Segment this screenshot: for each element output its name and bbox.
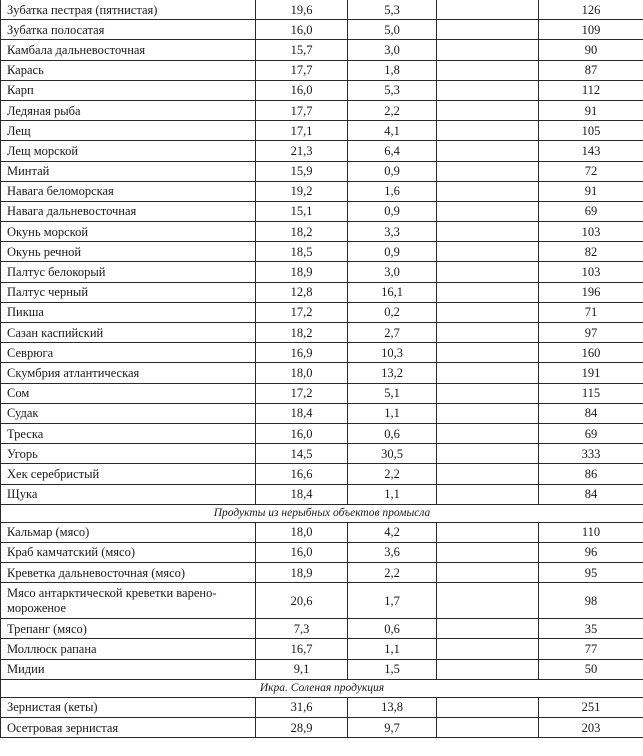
protein-cell: 17,2 <box>256 302 348 322</box>
calories-cell: 91 <box>539 181 643 201</box>
fat-cell: 4,1 <box>348 121 437 141</box>
protein-cell: 18,5 <box>256 242 348 262</box>
calories-cell: 69 <box>539 423 643 443</box>
carbs-cell <box>437 542 539 562</box>
fat-cell: 10,3 <box>348 343 437 363</box>
product-name-cell: Ледяная рыба <box>1 100 256 120</box>
calories-cell: 72 <box>539 161 643 181</box>
protein-cell: 18,9 <box>256 262 348 282</box>
fat-cell: 6,4 <box>348 141 437 161</box>
fat-cell: 0,2 <box>348 302 437 322</box>
product-name-cell: Мидии <box>1 659 256 679</box>
protein-cell: 14,5 <box>256 444 348 464</box>
product-name-cell: Лещ <box>1 121 256 141</box>
calories-cell: 98 <box>539 583 643 619</box>
protein-cell: 20,6 <box>256 583 348 619</box>
calories-cell: 103 <box>539 222 643 242</box>
table-row <box>1 484 643 504</box>
carbs-cell <box>437 563 539 583</box>
product-name-cell: Скумбрия атлантическая <box>1 363 256 383</box>
product-name-cell: Судак <box>1 403 256 423</box>
protein-cell: 28,9 <box>256 718 348 738</box>
table-row <box>1 262 643 282</box>
protein-cell: 31,6 <box>256 697 348 717</box>
fat-cell: 3,6 <box>348 542 437 562</box>
calories-cell: 35 <box>539 619 643 639</box>
protein-cell: 18,9 <box>256 563 348 583</box>
calories-cell: 95 <box>539 563 643 583</box>
fat-cell: 4,2 <box>348 522 437 542</box>
protein-cell: 16,0 <box>256 423 348 443</box>
table-row <box>1 343 643 363</box>
fat-cell: 13,8 <box>348 697 437 717</box>
product-name-cell: Навага беломорская <box>1 181 256 201</box>
protein-cell: 15,7 <box>256 40 348 60</box>
fat-cell: 16,1 <box>348 282 437 302</box>
fat-cell: 0,9 <box>348 161 437 181</box>
table-row <box>1 659 643 679</box>
section-title: Продукты из нерыбных объектов промысла <box>1 504 643 522</box>
protein-cell: 18,4 <box>256 403 348 423</box>
fat-cell: 3,0 <box>348 262 437 282</box>
protein-cell: 15,1 <box>256 201 348 221</box>
protein-cell: 16,9 <box>256 343 348 363</box>
table-row <box>1 323 643 343</box>
protein-cell: 18,4 <box>256 484 348 504</box>
calories-cell: 196 <box>539 282 643 302</box>
fat-cell: 5,3 <box>348 80 437 100</box>
table-row <box>1 201 643 221</box>
product-name-cell: Хек серебристый <box>1 464 256 484</box>
table-row <box>1 444 643 464</box>
table-row <box>1 141 643 161</box>
table-row <box>1 242 643 262</box>
table-row <box>1 222 643 242</box>
carbs-cell <box>437 80 539 100</box>
carbs-cell <box>437 383 539 403</box>
product-name-cell: Щука <box>1 484 256 504</box>
carbs-cell <box>437 201 539 221</box>
protein-cell: 18,0 <box>256 363 348 383</box>
section-header-row <box>1 679 643 697</box>
calories-cell: 126 <box>539 0 643 20</box>
carbs-cell <box>437 282 539 302</box>
protein-cell: 18,0 <box>256 522 348 542</box>
calories-cell: 86 <box>539 464 643 484</box>
table-row <box>1 181 643 201</box>
product-name-cell: Сазан каспийский <box>1 323 256 343</box>
fat-cell: 1,7 <box>348 583 437 619</box>
protein-cell: 15,9 <box>256 161 348 181</box>
table-row <box>1 403 643 423</box>
product-name-cell: Трепанг (мясо) <box>1 619 256 639</box>
carbs-cell <box>437 718 539 738</box>
calories-cell: 203 <box>539 718 643 738</box>
carbs-cell <box>437 222 539 242</box>
carbs-cell <box>437 20 539 40</box>
product-name-cell: Камбала дальневосточная <box>1 40 256 60</box>
carbs-cell <box>437 60 539 80</box>
fat-cell: 9,7 <box>348 718 437 738</box>
protein-cell: 21,3 <box>256 141 348 161</box>
product-name-cell: Севрюга <box>1 343 256 363</box>
fat-cell: 5,0 <box>348 20 437 40</box>
product-name-cell: Угорь <box>1 444 256 464</box>
carbs-cell <box>437 40 539 60</box>
carbs-cell <box>437 302 539 322</box>
table-row <box>1 100 643 120</box>
calories-cell: 112 <box>539 80 643 100</box>
calories-cell: 77 <box>539 639 643 659</box>
product-name-cell: Палтус белокорый <box>1 262 256 282</box>
product-name-cell: Палтус черный <box>1 282 256 302</box>
table-row <box>1 697 643 717</box>
protein-cell: 19,6 <box>256 0 348 20</box>
product-name-cell: Моллюск рапана <box>1 639 256 659</box>
carbs-cell <box>437 484 539 504</box>
calories-cell: 96 <box>539 542 643 562</box>
carbs-cell <box>437 323 539 343</box>
protein-cell: 16,0 <box>256 20 348 40</box>
protein-cell: 18,2 <box>256 323 348 343</box>
carbs-cell <box>437 697 539 717</box>
carbs-cell <box>437 343 539 363</box>
fat-cell: 2,2 <box>348 563 437 583</box>
product-name-cell: Минтай <box>1 161 256 181</box>
fat-cell: 1,1 <box>348 403 437 423</box>
table-row <box>1 583 643 619</box>
protein-cell: 19,2 <box>256 181 348 201</box>
protein-cell: 17,2 <box>256 383 348 403</box>
table-body <box>1 0 643 738</box>
product-name-cell: Зубатка полосатая <box>1 20 256 40</box>
table-row <box>1 563 643 583</box>
product-name-cell: Лещ морской <box>1 141 256 161</box>
table-row <box>1 20 643 40</box>
fat-cell: 0,6 <box>348 423 437 443</box>
calories-cell: 71 <box>539 302 643 322</box>
product-name-cell: Карась <box>1 60 256 80</box>
protein-cell: 16,7 <box>256 639 348 659</box>
protein-cell: 9,1 <box>256 659 348 679</box>
calories-cell: 143 <box>539 141 643 161</box>
calories-cell: 82 <box>539 242 643 262</box>
table-row <box>1 639 643 659</box>
calories-cell: 109 <box>539 20 643 40</box>
calories-cell: 115 <box>539 383 643 403</box>
carbs-cell <box>437 0 539 20</box>
product-name-cell: Навага дальневосточная <box>1 201 256 221</box>
product-name-cell: Зернистая (кеты) <box>1 697 256 717</box>
carbs-cell <box>437 363 539 383</box>
calories-cell: 333 <box>539 444 643 464</box>
section-title: Икра. Соленая продукция <box>1 679 643 697</box>
fat-cell: 2,2 <box>348 464 437 484</box>
calories-cell: 84 <box>539 484 643 504</box>
product-name-cell: Краб камчатский (мясо) <box>1 542 256 562</box>
product-name-cell: Креветка дальневосточная (мясо) <box>1 563 256 583</box>
calories-cell: 105 <box>539 121 643 141</box>
protein-cell: 12,8 <box>256 282 348 302</box>
calories-cell: 103 <box>539 262 643 282</box>
product-name-cell: Пикша <box>1 302 256 322</box>
table-row <box>1 718 643 738</box>
table-row <box>1 363 643 383</box>
table-row <box>1 121 643 141</box>
table-row <box>1 542 643 562</box>
fat-cell: 3,0 <box>348 40 437 60</box>
product-name-cell: Осетровая зернистая <box>1 718 256 738</box>
calories-cell: 97 <box>539 323 643 343</box>
fat-cell: 3,3 <box>348 222 437 242</box>
table-row <box>1 522 643 542</box>
table-row <box>1 619 643 639</box>
fat-cell: 1,6 <box>348 181 437 201</box>
fat-cell: 1,8 <box>348 60 437 80</box>
fat-cell: 2,2 <box>348 100 437 120</box>
carbs-cell <box>437 141 539 161</box>
product-name-cell: Кальмар (мясо) <box>1 522 256 542</box>
product-name-cell: Окунь речной <box>1 242 256 262</box>
calories-cell: 191 <box>539 363 643 383</box>
carbs-cell <box>437 403 539 423</box>
section-header-row <box>1 504 643 522</box>
product-name-cell: Карп <box>1 80 256 100</box>
fat-cell: 2,7 <box>348 323 437 343</box>
carbs-cell <box>437 444 539 464</box>
calories-cell: 69 <box>539 201 643 221</box>
protein-cell: 17,7 <box>256 100 348 120</box>
table-row <box>1 80 643 100</box>
calories-cell: 90 <box>539 40 643 60</box>
protein-cell: 17,7 <box>256 60 348 80</box>
carbs-cell <box>437 242 539 262</box>
product-name-cell: Треска <box>1 423 256 443</box>
fat-cell: 0,6 <box>348 619 437 639</box>
protein-cell: 7,3 <box>256 619 348 639</box>
product-name-cell: Сом <box>1 383 256 403</box>
carbs-cell <box>437 181 539 201</box>
protein-cell: 16,0 <box>256 80 348 100</box>
fat-cell: 5,1 <box>348 383 437 403</box>
carbs-cell <box>437 619 539 639</box>
carbs-cell <box>437 659 539 679</box>
carbs-cell <box>437 121 539 141</box>
protein-cell: 16,0 <box>256 542 348 562</box>
table-row <box>1 0 643 20</box>
calories-cell: 87 <box>539 60 643 80</box>
calories-cell: 110 <box>539 522 643 542</box>
protein-cell: 17,1 <box>256 121 348 141</box>
table-row <box>1 60 643 80</box>
calories-cell: 160 <box>539 343 643 363</box>
table-row <box>1 464 643 484</box>
fat-cell: 0,9 <box>348 242 437 262</box>
fat-cell: 1,1 <box>348 484 437 504</box>
carbs-cell <box>437 583 539 619</box>
fat-cell: 1,5 <box>348 659 437 679</box>
table-row <box>1 383 643 403</box>
fat-cell: 0,9 <box>348 201 437 221</box>
fat-cell: 5,3 <box>348 0 437 20</box>
calories-cell: 251 <box>539 697 643 717</box>
product-name-cell: Мясо антарктической креветки варено-мороженое <box>1 583 256 619</box>
carbs-cell <box>437 522 539 542</box>
table-row <box>1 423 643 443</box>
carbs-cell <box>437 639 539 659</box>
product-name-cell: Зубатка пестрая (пятнистая) <box>1 0 256 20</box>
table-row <box>1 40 643 60</box>
carbs-cell <box>437 262 539 282</box>
carbs-cell <box>437 161 539 181</box>
fat-cell: 1,1 <box>348 639 437 659</box>
calories-cell: 91 <box>539 100 643 120</box>
table-row <box>1 302 643 322</box>
table-row <box>1 282 643 302</box>
protein-cell: 16,6 <box>256 464 348 484</box>
product-name-cell: Окунь морской <box>1 222 256 242</box>
carbs-cell <box>437 423 539 443</box>
calories-cell: 84 <box>539 403 643 423</box>
protein-cell: 18,2 <box>256 222 348 242</box>
fat-cell: 30,5 <box>348 444 437 464</box>
calories-cell: 50 <box>539 659 643 679</box>
carbs-cell <box>437 100 539 120</box>
carbs-cell <box>437 464 539 484</box>
fat-cell: 13,2 <box>348 363 437 383</box>
table-row <box>1 161 643 181</box>
